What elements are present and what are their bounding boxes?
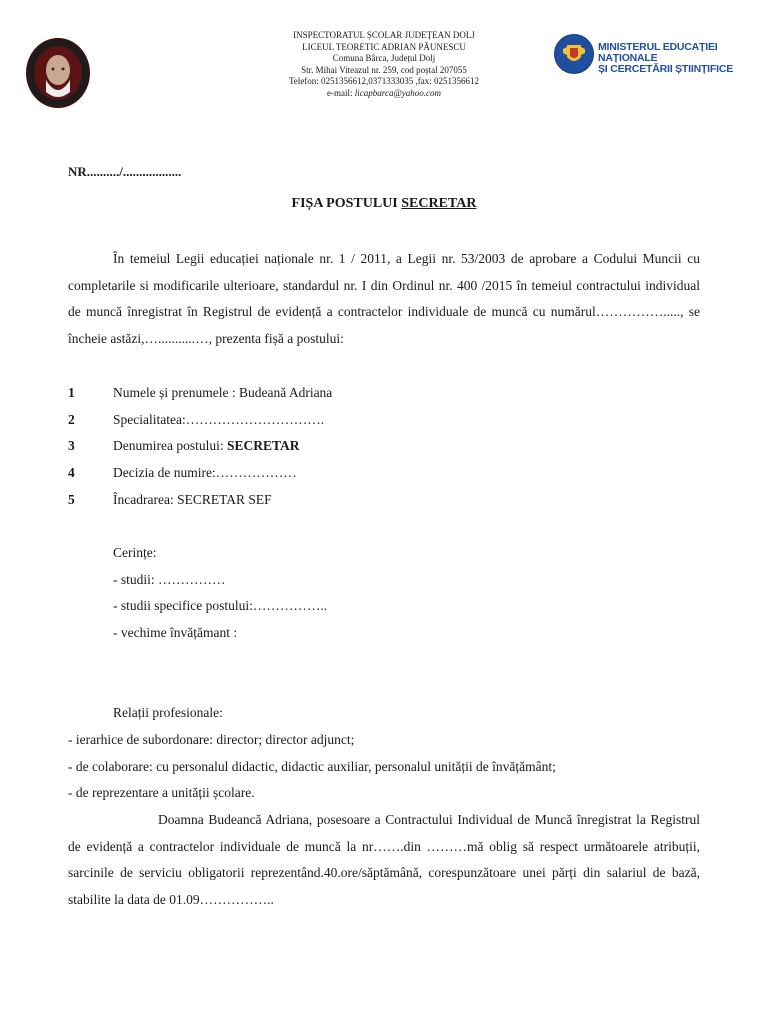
item-number: 2: [68, 411, 75, 427]
header-phone: Telefon: 0251356612,0371333035 ,fax: 0251356612: [288, 76, 480, 87]
requirement-line: - studii: ……………: [113, 571, 226, 587]
header-locality: Comuna Bârca, Județul Dolj: [332, 53, 436, 64]
item-number: 4: [68, 465, 75, 481]
requirement-line: - studii specifice postului:……………..: [113, 598, 328, 614]
title-prefix: FIȘA POSTULUI: [291, 196, 402, 211]
item-number: 1: [68, 385, 75, 400]
item-text: [113, 487, 272, 514]
item-text: [113, 380, 332, 407]
item-label: Specialitatea:………………………….: [113, 411, 325, 427]
romanian-coat-of-arms-icon: [554, 34, 594, 74]
registration-number: NR........../..................: [68, 164, 182, 179]
item-label: Denumirea postului:: [113, 438, 227, 454]
email-link[interactable]: licapbarca@yahoo.com: [354, 87, 441, 98]
ministry-name: [598, 42, 768, 75]
list-item: [68, 460, 700, 487]
title-position: SECRETAR: [401, 196, 477, 211]
relation-line: - de reprezentare a unității școlare.: [68, 785, 255, 800]
relation-line: - de colaborare: cu personalul didactic, didactic auxiliar, personalul unității de învățământ;: [68, 758, 556, 774]
list-item: [68, 487, 700, 514]
ministry-line1: MINISTERUL EDUCAȚIEI NAȚIONALE: [598, 41, 718, 64]
item-label: Numele și prenumele : Budeană Adriana: [113, 385, 333, 400]
relation-line: - ierarhice de subordonare: director; director adjunct;: [68, 732, 355, 747]
relations-title: Relații profesionale:: [113, 705, 223, 720]
intro-paragraph: În temeiul Legii educației naționale nr. 1 / 2011, a Legii nr. 53/2003 de aprobare a Codului Muncii cu completarile si modificarile ulterioare, standardul nr. I din Ordinul nr. 400 /2015 în temeiul contractului individual de muncă înregistrat în Registrul de evidență a contractelor individuale de muncă cu numărul……………....., se încheie astăzi,…...........…, prezenta fișă a postului:: [68, 251, 700, 346]
item-label: Decizia de numire:………………: [113, 465, 297, 481]
list-item: [68, 380, 700, 407]
list-item: [68, 433, 700, 460]
item-number: 5: [68, 491, 75, 507]
item-value-bold: SECRETAR: [226, 438, 300, 454]
header-email: [250, 88, 518, 100]
header-school-name: LICEUL TEORETIC ADRIAN PĂUNESCU: [302, 41, 466, 52]
header-inspectorate: INSPECTORATUL ȘCOLAR JUDEȚEAN DOLJ: [293, 30, 475, 40]
item-text: [113, 407, 324, 434]
ministry-logo: [554, 34, 764, 74]
document-title: [0, 196, 768, 212]
closing-paragraph: Doamna Budeancă Adriana, posesoare a Contractului Individual de Muncă înregistrat la Registrul de evidență a contractelor individuale de muncă la nr…….din ………mă oblig să respect următoarele atribuții, sarcinile de serviciu obligatorii reprezentând.40.ore/săptămână, corespunzătoare unei părți din salariul de bază, stabilite la data de 01.09……………..: [68, 812, 700, 907]
item-text: [113, 460, 297, 487]
requirements-section: [113, 540, 327, 647]
school-header: [250, 30, 518, 100]
email-label: e-mail:: [327, 87, 355, 98]
list-item: [68, 407, 700, 434]
item-number: 3: [68, 438, 75, 454]
requirements-title: Cerințe:: [113, 545, 157, 560]
relations-section: [68, 727, 700, 807]
item-text: [113, 433, 300, 460]
header-address: Str. Mihai Viteazul nr. 259, cod poștal 207055: [301, 64, 467, 75]
school-emblem-icon: [26, 38, 90, 108]
requirement-line: - vechime învățămant :: [113, 625, 238, 641]
item-label: Încadrarea: SECRETAR SEF: [113, 491, 272, 507]
ministry-line2: ȘI CERCETĂRII ȘTIINȚIFICE: [598, 63, 734, 75]
position-details-list: [68, 380, 700, 513]
